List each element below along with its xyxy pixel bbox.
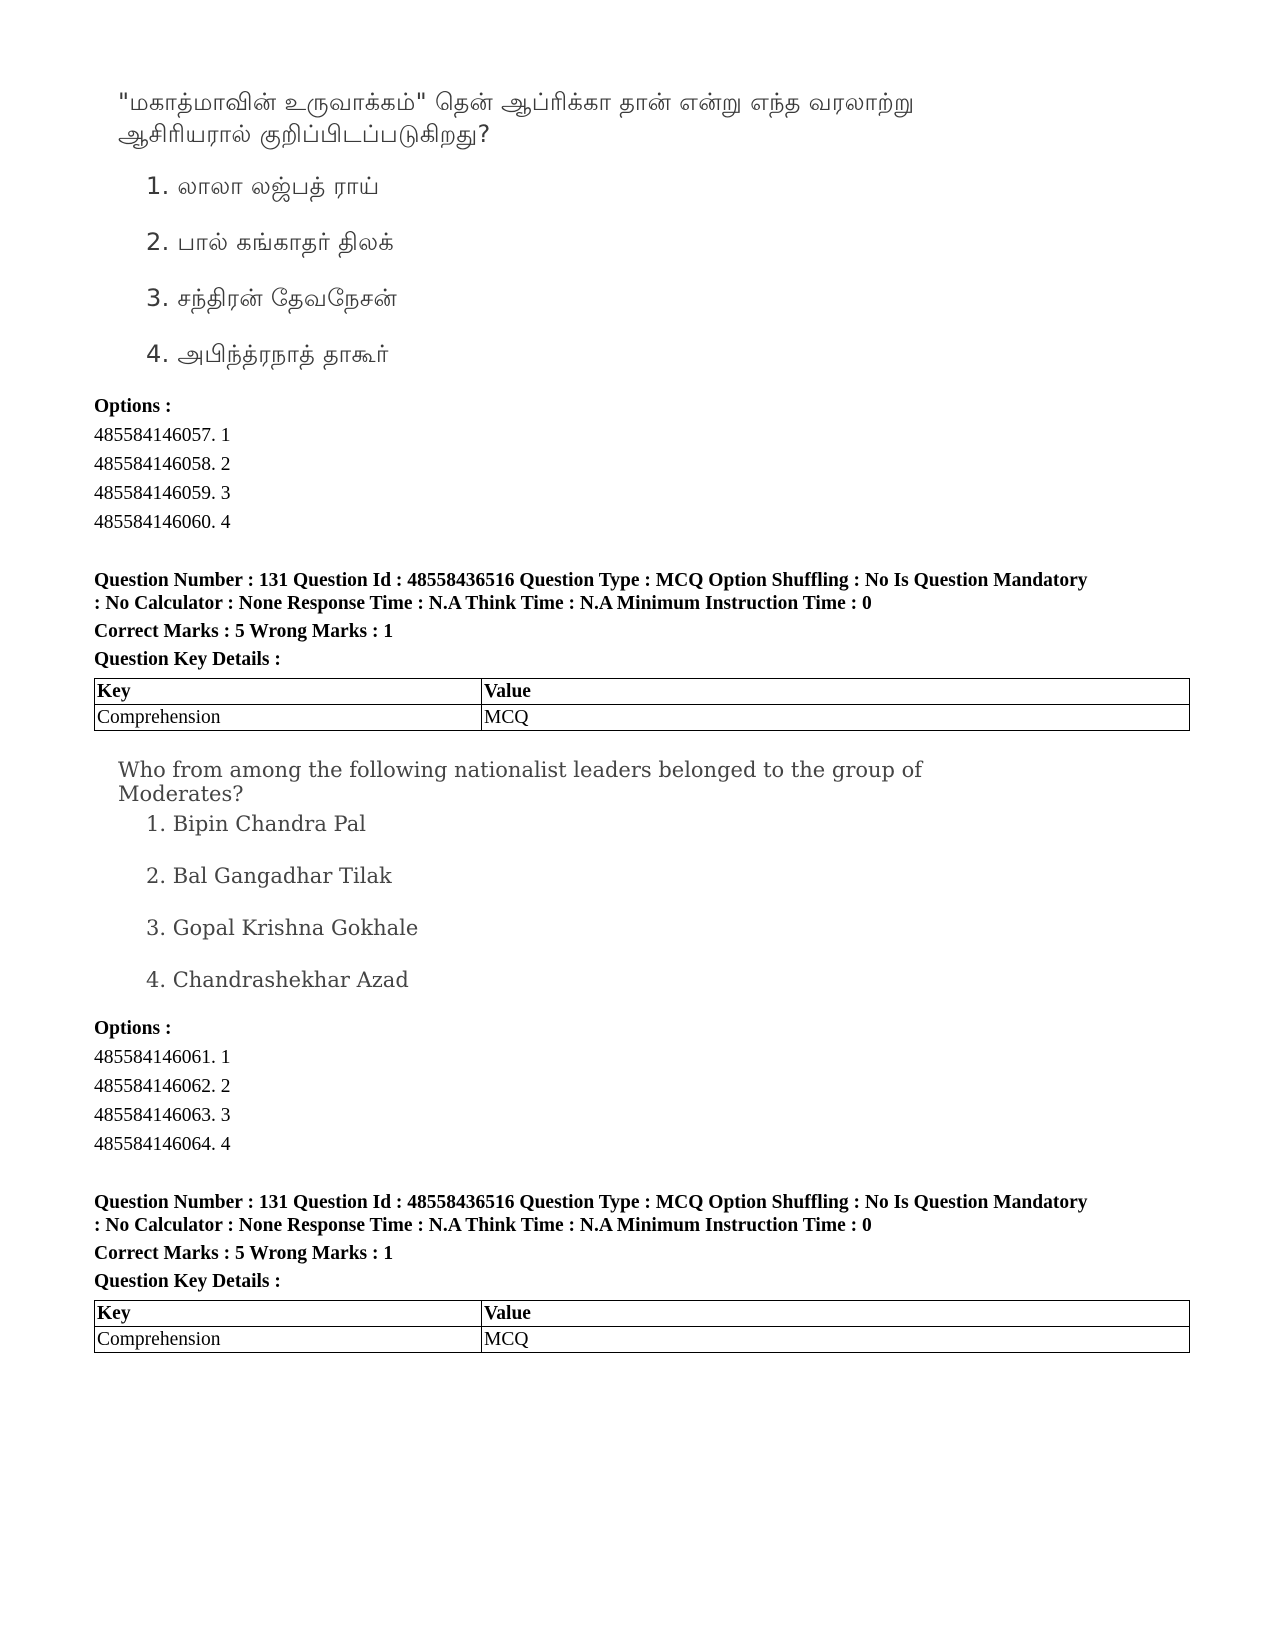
key-details-table xyxy=(94,1300,1190,1353)
question-choice: 2. Bal Gangadhar Tilak xyxy=(146,864,392,888)
table-header-cell: Key xyxy=(95,1301,482,1327)
table-header-cell: Value xyxy=(482,1301,1190,1327)
table-cell: MCQ xyxy=(482,705,1190,731)
option-item: 485584146060. 4 xyxy=(94,512,231,533)
table-header-row xyxy=(95,679,1190,705)
key-details-table xyxy=(94,678,1190,731)
options-label: Options : xyxy=(94,1018,172,1039)
question-meta-line: : No Calculator : None Response Time : N.A Think Time : N.A Minimum Instruction Time : 0 xyxy=(94,1215,872,1236)
table-header-row xyxy=(95,1301,1190,1327)
option-item: 485584146063. 3 xyxy=(94,1105,231,1126)
tamil-question-image xyxy=(118,86,1078,376)
english-question-image xyxy=(118,758,1018,998)
key-details-label: Question Key Details : xyxy=(94,1271,281,1292)
question-choice: 1. Bipin Chandra Pal xyxy=(146,812,366,836)
options-block xyxy=(94,392,1194,537)
question-meta-line: Question Number : 131 Question Id : 48558436516 Question Type : MCQ Option Shuffling : No Is Question Mandatory xyxy=(94,570,1088,591)
question-choice: 2. பால் கங்காதர் திலக் xyxy=(146,228,394,256)
question-choice: 3. Gopal Krishna Gokhale xyxy=(146,916,419,940)
marks-line: Correct Marks : 5 Wrong Marks : 1 xyxy=(94,1243,394,1264)
option-item: 485584146059. 3 xyxy=(94,483,231,504)
option-item: 485584146064. 4 xyxy=(94,1134,231,1155)
table-cell: Comprehension xyxy=(95,705,482,731)
table-header-cell: Key xyxy=(95,679,482,705)
option-item: 485584146061. 1 xyxy=(94,1047,231,1068)
table-header-cell: Value xyxy=(482,679,1190,705)
question-stem: "மகாத்மாவின் உருவாக்கம்" தென் ஆப்ரிக்கா தான் என்று எந்த வரலாற்று ஆசிரியரால் குறிப்பிடப்படுகிறது? xyxy=(118,88,915,148)
option-item: 485584146062. 2 xyxy=(94,1076,231,1097)
question-choice: 1. லாலா லஜ்பத் ராய் xyxy=(146,172,380,200)
option-item: 485584146058. 2 xyxy=(94,454,231,475)
marks-line: Correct Marks : 5 Wrong Marks : 1 xyxy=(94,621,394,642)
question-meta-line: : No Calculator : None Response Time : N.A Think Time : N.A Minimum Instruction Time : 0 xyxy=(94,593,872,614)
key-details-label: Question Key Details : xyxy=(94,649,281,670)
options-label: Options : xyxy=(94,396,172,417)
table-row xyxy=(95,705,1190,731)
question-choice: 4. Chandrashekhar Azad xyxy=(146,968,409,992)
option-item: 485584146057. 1 xyxy=(94,425,231,446)
question-meta-line: Question Number : 131 Question Id : 48558436516 Question Type : MCQ Option Shuffling : No Is Question Mandatory xyxy=(94,1192,1088,1213)
table-row xyxy=(95,1327,1190,1353)
table-cell: Comprehension xyxy=(95,1327,482,1353)
question-choice: 4. அபிந்த்ரநாத் தாகூர் xyxy=(146,340,389,368)
options-block xyxy=(94,1014,1194,1159)
question-choice: 3. சந்திரன் தேவநேசன் xyxy=(146,284,398,312)
question-stem: Who from among the following nationalist leaders belonged to the group of Moderates? xyxy=(118,758,923,806)
table-cell: MCQ xyxy=(482,1327,1190,1353)
